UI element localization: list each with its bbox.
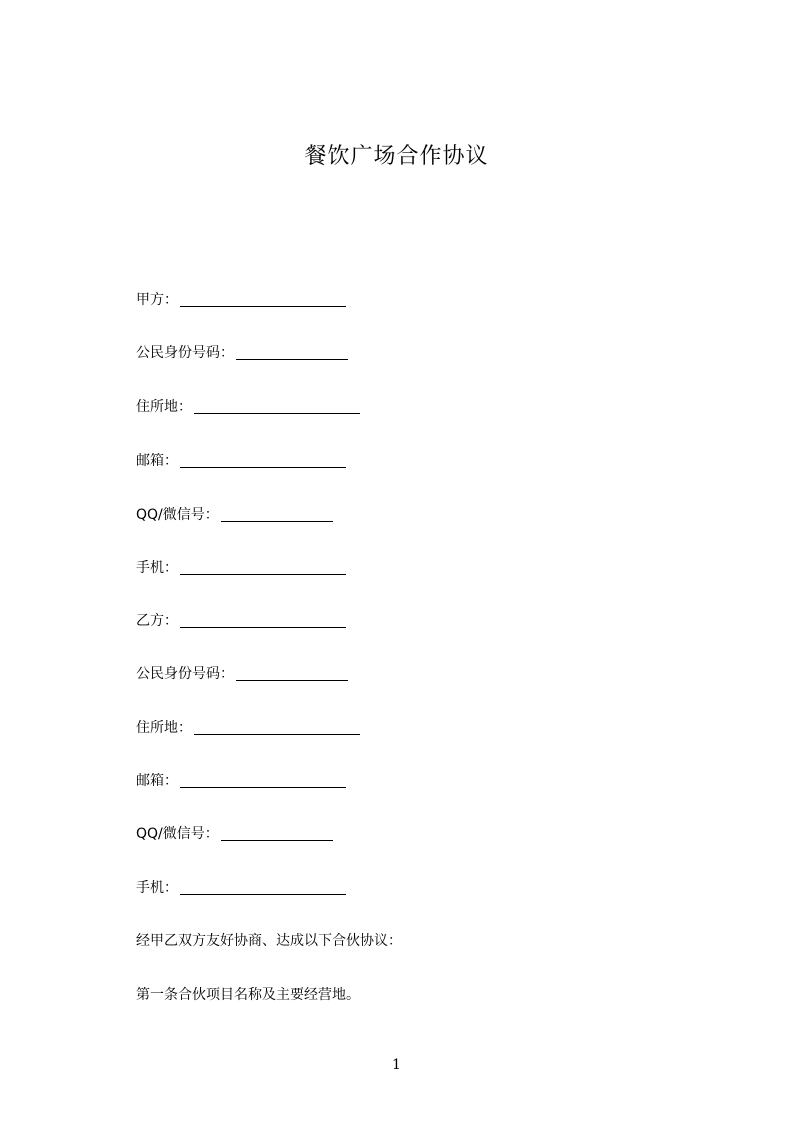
party-b-qq-line: [136, 823, 333, 845]
party-a-id-line: [136, 342, 348, 364]
party-b-qq-label: QQ/微信号：: [136, 826, 219, 842]
party-b-address-field[interactable]: [194, 720, 360, 735]
party-b-address-line: [136, 717, 360, 739]
party-a-id-label: 公民身份号码：: [136, 345, 234, 361]
party-a-phone-label: 手机：: [136, 560, 178, 576]
party-a-email-field[interactable]: [180, 453, 346, 468]
agreement-intro: 经甲乙双方友好协商、达成以下合伙协议：: [136, 933, 402, 949]
party-b-qq-field[interactable]: [221, 826, 333, 841]
party-a-qq-label: QQ/微信号：: [136, 507, 219, 523]
party-a-address-label: 住所地：: [136, 399, 192, 415]
party-b-email-line: [136, 770, 346, 792]
party-a-name-label: 甲方：: [136, 292, 178, 308]
party-a-qq-field[interactable]: [221, 507, 333, 522]
party-b-id-field[interactable]: [236, 666, 348, 681]
party-b-email-field[interactable]: [180, 773, 346, 788]
party-a-email-line: [136, 450, 346, 472]
party-b-phone-field[interactable]: [180, 880, 346, 895]
party-a-id-field[interactable]: [236, 345, 348, 360]
party-b-name-field[interactable]: [180, 613, 346, 628]
party-a-phone-line: [136, 557, 346, 579]
party-a-email-label: 邮箱：: [136, 453, 178, 469]
party-a-qq-line: [136, 504, 333, 526]
party-b-phone-label: 手机：: [136, 880, 178, 896]
document-title: 餐饮广场合作协议: [304, 144, 489, 169]
party-a-name-field[interactable]: [180, 292, 346, 307]
party-a-address-field[interactable]: [194, 399, 360, 414]
party-a-address-line: [136, 396, 360, 418]
party-b-name-label: 乙方：: [136, 613, 178, 629]
article-1-heading: 第一条合伙项目名称及主要经营地。: [136, 987, 360, 1003]
page-number: 1: [392, 1057, 401, 1073]
party-b-address-label: 住所地：: [136, 720, 192, 736]
party-a-name-line: [136, 289, 346, 311]
party-a-phone-field[interactable]: [180, 560, 346, 575]
party-b-id-label: 公民身份号码：: [136, 666, 234, 682]
party-b-phone-line: [136, 877, 346, 899]
party-b-id-line: [136, 663, 348, 685]
party-b-email-label: 邮箱：: [136, 773, 178, 789]
party-b-name-line: [136, 610, 346, 632]
